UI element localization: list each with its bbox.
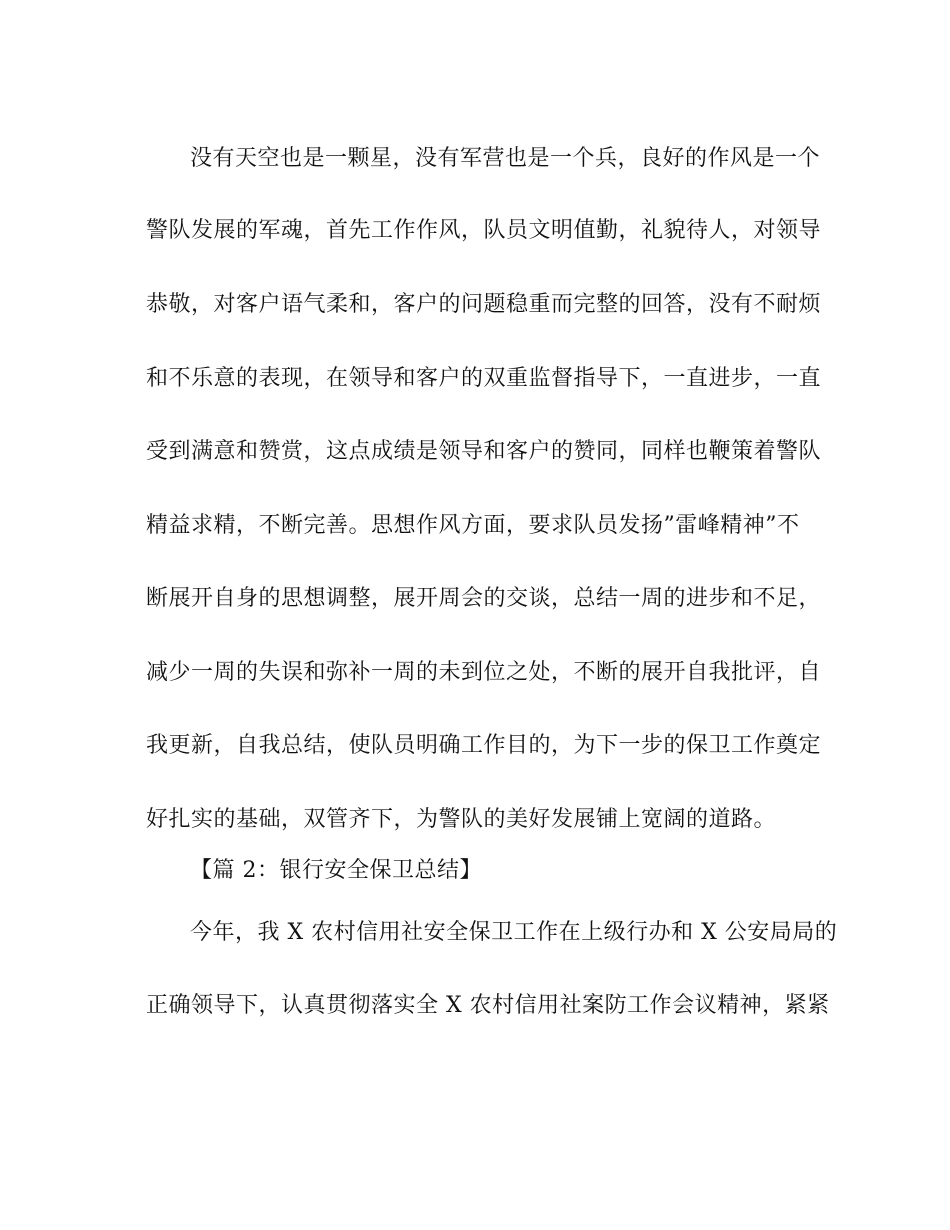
paragraph-line: 警队发展的军魂，首先工作作风，队员文明值勤，礼貌待人，对领导 bbox=[146, 218, 822, 243]
paragraph-line: 好扎实的基础，双管齐下，为警队的美好发展铺上宽阔的道路。 bbox=[146, 807, 777, 832]
paragraph-line: 恭敬，对客户语气柔和，客户的问题稳重而完整的回答，没有不耐烦 bbox=[146, 292, 822, 317]
paragraph-line: 受到满意和赞赏，这点成绩是领导和客户的赞同，同样也鞭策着警队 bbox=[146, 439, 822, 464]
paragraph-line: 没有天空也是一颗星，没有军营也是一个兵，良好的作风是一个 bbox=[190, 146, 821, 171]
section-heading: 【篇 2：银行安全保卫总结】 bbox=[190, 858, 482, 883]
paragraph-line: 减少一周的失误和弥补一周的未到位之处，不断的展开自我批评，自 bbox=[146, 660, 822, 685]
paragraph-line: 正确领导下，认真贯彻落实全 X 农村信用社案防工作会议精神，紧紧 bbox=[146, 993, 830, 1018]
paragraph-line: 今年，我 X 农村信用社安全保卫工作在上级行办和 X 公安局局的 bbox=[190, 920, 838, 945]
paragraph-line: 断展开自身的思想调整，展开周会的交谈，总结一周的进步和不足， bbox=[146, 586, 822, 611]
paragraph-line: 我更新，自我总结，使队员明确工作目的，为下一步的保卫工作奠定 bbox=[146, 733, 822, 758]
paragraph-line: 精益求精，不断完善。思想作风方面，要求队员发扬”雷峰精神”不 bbox=[146, 513, 800, 538]
paragraph-line: 和不乐意的表现，在领导和客户的双重监督指导下，一直进步，一直 bbox=[146, 366, 822, 391]
